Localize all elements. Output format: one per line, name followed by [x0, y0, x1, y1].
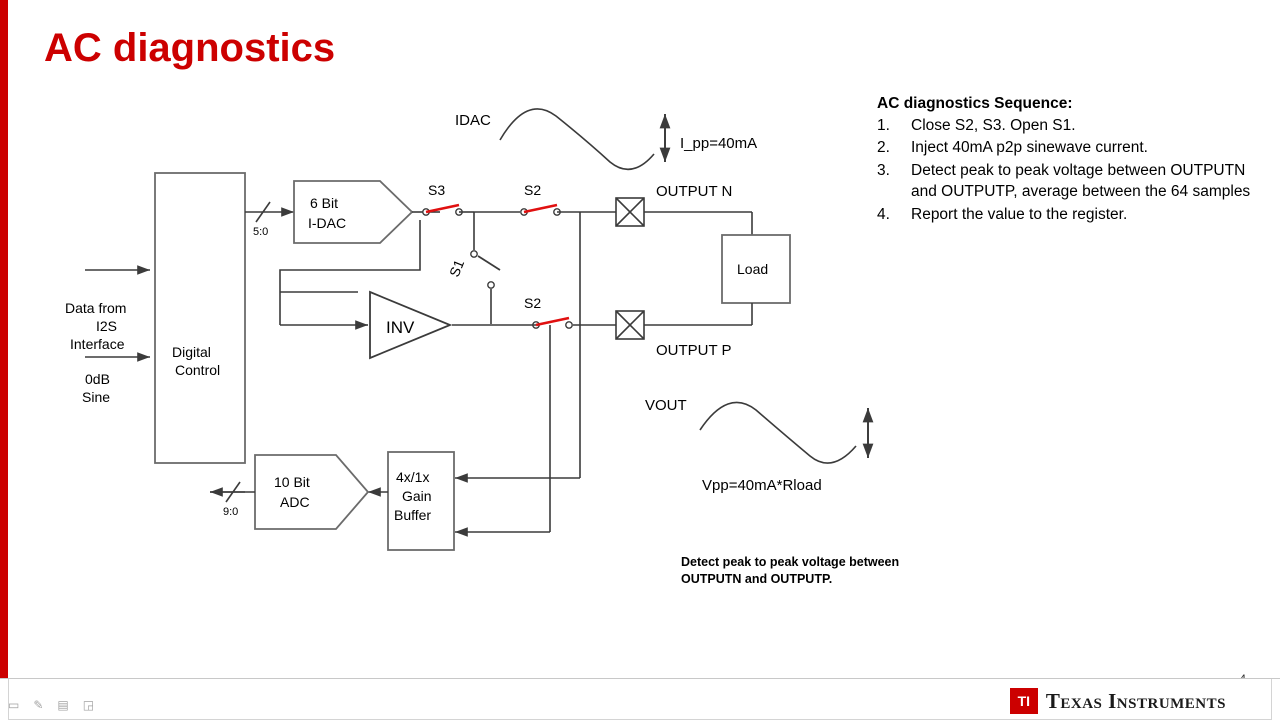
sequence-item-text: Report the value to the register.: [911, 205, 1128, 223]
sequence-item: [877, 115, 1257, 136]
sequence-item-number: 4.: [877, 205, 890, 223]
label-sine-l1: 0dB: [85, 371, 110, 387]
sequence-item-number: 2.: [877, 139, 890, 157]
block-adc-l1: 10 Bit: [274, 474, 310, 490]
notes-icon: ▭: [8, 698, 20, 712]
sequence-list: [877, 115, 1257, 225]
diagram-caption: [681, 554, 981, 588]
block-gain-l3: Buffer: [394, 507, 432, 523]
ti-mark-icon: [1010, 688, 1038, 714]
sequence-item: [877, 137, 1257, 158]
block-digital-control-l1: Digital: [172, 344, 211, 360]
sequence-item: [877, 204, 1257, 225]
label-bus-dac: 5:0: [253, 226, 269, 238]
label-vout: VOUT: [645, 397, 687, 414]
label-switch-s2-bottom: S2: [524, 295, 542, 311]
label-output-p: OUTPUT P: [656, 342, 732, 359]
label-data-from-l1: Data from: [65, 300, 127, 316]
pointer-icon: ◲: [82, 698, 95, 712]
diagram-caption-line1: Detect peak to peak voltage between: [681, 555, 900, 569]
label-sine-l2: Sine: [82, 389, 111, 405]
pen-icon: ✎: [33, 698, 44, 712]
sequence-heading: AC diagnostics Sequence:: [877, 95, 1073, 112]
left-accent-bar: [0, 0, 8, 678]
ti-logo: [1010, 688, 1226, 714]
block-idac-l1: 6 Bit: [310, 195, 339, 211]
label-ipp: I_pp=40mA: [680, 135, 758, 152]
diagram-caption-line2: OUTPUTN and OUTPUTP.: [681, 571, 833, 586]
label-switch-s1: S1: [445, 257, 468, 280]
page-title: AC diagnostics: [44, 26, 336, 70]
block-inv-label: INV: [386, 318, 415, 337]
block-idac-l2: I-DAC: [308, 215, 347, 231]
block-gain-l2: Gain: [402, 488, 432, 504]
label-vpp: Vpp=40mA*Rload: [702, 477, 822, 494]
list-icon: ▤: [57, 698, 69, 712]
sequence-item-number: 1.: [877, 117, 890, 134]
sequence-item-text: Inject 40mA p2p sinewave current.: [911, 139, 1148, 157]
label-bus-adc: 9:0: [223, 506, 239, 518]
sequence-item-text: Close S2, S3. Open S1.: [911, 117, 1076, 134]
label-data-from-l2: I2S: [96, 318, 118, 334]
sequence-panel: [877, 95, 1257, 226]
block-gain-l1: 4x/1x: [396, 469, 430, 485]
sequence-item-text: Detect peak to peak voltage between OUTPUTN and OUTPUTP, average between the 64 samples: [911, 161, 1251, 201]
label-output-n: OUTPUT N: [656, 183, 733, 200]
label-switch-s3: S3: [428, 182, 446, 198]
status-icon-group: [8, 698, 94, 712]
ti-brand-name: Texas Instruments: [1045, 688, 1226, 713]
block-load-label: Load: [737, 261, 769, 277]
block-diagram: [40, 80, 880, 600]
label-idac-wave: IDAC: [455, 112, 491, 129]
label-switch-s2-top: S2: [524, 182, 542, 198]
block-digital-control-l2: Control: [175, 362, 221, 378]
sequence-item-number: 3.: [877, 161, 890, 179]
block-adc-l2: ADC: [280, 494, 310, 510]
sequence-item: [877, 160, 1257, 203]
label-data-from-l3: Interface: [70, 336, 125, 352]
